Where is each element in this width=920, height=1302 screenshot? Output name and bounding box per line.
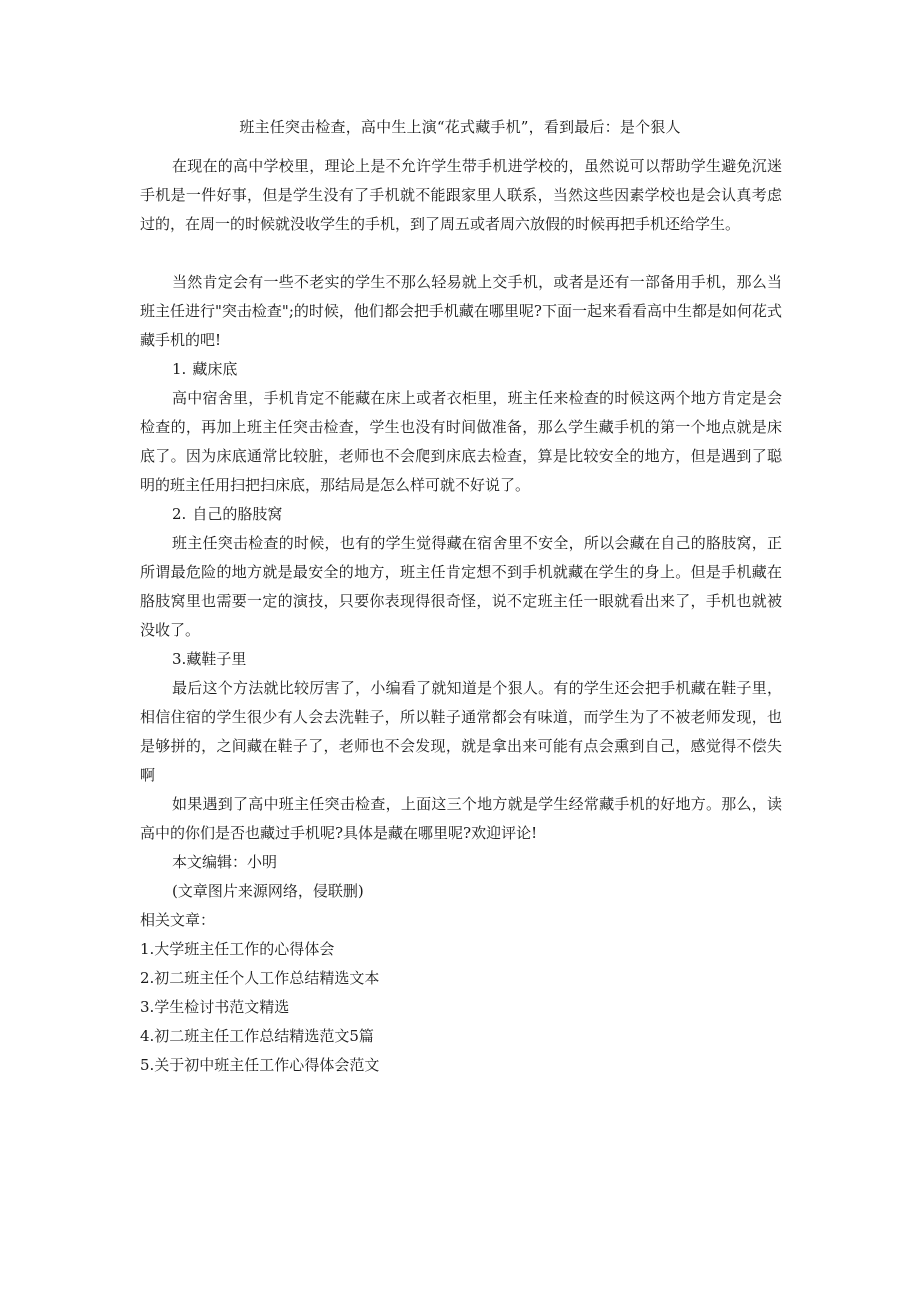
- related-articles-title: 相关文章：: [140, 911, 216, 929]
- section-heading-text: 自己的胳肢窝: [192, 505, 283, 523]
- article-body: [140, 152, 782, 1080]
- section-number: 3.: [172, 650, 187, 668]
- article-title: 班主任突击检查，高中生上演“花式藏手机”，看到最后：是个狠人: [239, 118, 681, 136]
- paragraph-spacer: [140, 239, 782, 268]
- section-body-2: 班主任突击检查的时候，也有的学生觉得藏在宿舍里不安全，所以会藏在自己的胳肢窝，正所谓最危险的地方就是最安全的地方，班主任肯定想不到手机就藏在学生的身上。但是手机藏在胳肢窝里也需要一定的演技，只要你表现得很奇怪，说不定班主任一眼就看出来了，手机也就被没收了。: [140, 534, 782, 639]
- section-heading-1: [140, 355, 782, 384]
- section-body-3: 最后这个方法就比较厉害了，小编看了就知道是个狠人。有的学生还会把手机藏在鞋子里，相信住宿的学生很少有人会去洗鞋子，所以鞋子通常都会有味道，而学生为了不被老师发现，也是够拼的，之间藏在鞋子了，老师也不会发现，就是拿出来可能有点会熏到自己，感觉得不偿失啊: [140, 679, 782, 784]
- related-article-link[interactable]: 3.学生检讨书范文精选: [140, 998, 290, 1016]
- source-note: (文章图片来源网络，侵联删): [172, 882, 364, 900]
- related-article-link[interactable]: 2.初二班主任个人工作总结精选文本: [140, 969, 380, 987]
- section-number: 2.: [172, 505, 187, 523]
- section-heading-text: 藏鞋子里: [186, 650, 247, 668]
- closing-paragraph: 如果遇到了高中班主任突击检查，上面这三个地方就是学生经常藏手机的好地方。那么，读高中的你们是否也藏过手机呢?具体是藏在哪里呢?欢迎评论!: [140, 795, 782, 842]
- related-article-link[interactable]: 5.关于初中班主任工作心得体会范文: [140, 1056, 380, 1074]
- intro-paragraph-1: 在现在的高中学校里，理论上是不允许学生带手机进学校的，虽然说可以帮助学生避免沉迷手机是一件好事，但是学生没有了手机就不能跟家里人联系，当然这些因素学校也是会认真考虑过的，在周一的时候就没收学生的手机，到了周五或者周六放假的时候再把手机还给学生。: [140, 157, 782, 233]
- related-article-link[interactable]: 1.大学班主任工作的心得体会: [140, 940, 335, 958]
- editor-line: 本文编辑：小明: [172, 853, 278, 871]
- section-heading-3: [140, 645, 782, 674]
- related-article-link[interactable]: 4.初二班主任工作总结精选范文5篇: [140, 1027, 374, 1045]
- intro-paragraph-2: 当然肯定会有一些不老实的学生不那么轻易就上交手机，或者是还有一部备用手机，那么当班主任进行"突击检查";的时候，他们都会把手机藏在哪里呢?下面一起来看看高中生都是如何花式藏手机的吧!: [140, 273, 782, 349]
- section-heading-text: 藏床底: [192, 360, 238, 378]
- section-body-1: 高中宿舍里，手机肯定不能藏在床上或者衣柜里，班主任来检查的时候这两个地方肯定是会检查的，再加上班主任突击检查，学生也没有时间做准备，那么学生藏手机的第一个地点就是床底了。因为床底通常比较脏，老师也不会爬到床底去检查，算是比较安全的地方，但是遇到了聪明的班主任用扫把扫床底，那结局是怎么样可就不好说了。: [140, 389, 782, 494]
- section-number: 1.: [172, 360, 187, 378]
- section-heading-2: [140, 500, 782, 529]
